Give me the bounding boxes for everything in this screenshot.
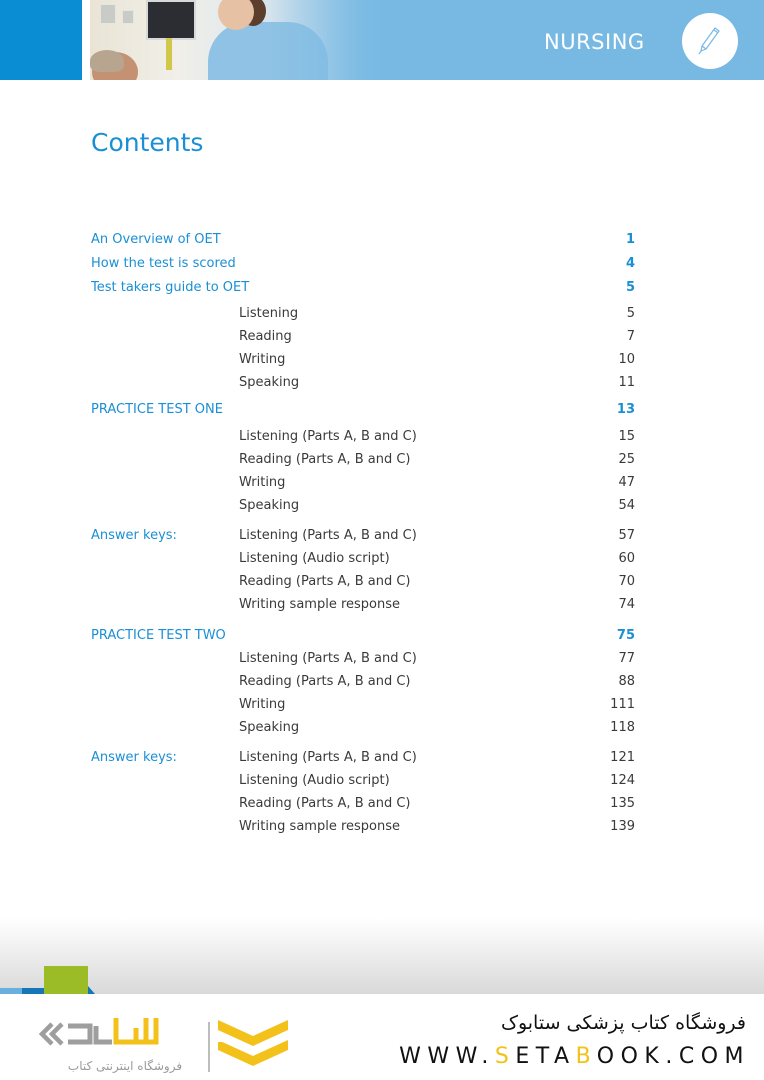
toc-page-number: 11 bbox=[618, 375, 635, 390]
toc-page-number: 60 bbox=[618, 551, 635, 566]
toc-answer-keys-label: Answer keys: bbox=[91, 750, 177, 765]
toc-answer-keys-label: Answer keys: bbox=[91, 528, 177, 543]
toc-item-row[interactable] bbox=[0, 595, 764, 615]
photo-monitor bbox=[146, 0, 196, 40]
toc-item-label: Listening bbox=[239, 306, 299, 321]
toc-item-label: Writing bbox=[239, 475, 286, 490]
toc-section-label: An Overview of OET bbox=[91, 232, 221, 247]
toc-page-number: 4 bbox=[625, 256, 635, 271]
toc-item-row[interactable] bbox=[0, 718, 764, 738]
url-part: OOK.COM bbox=[596, 1044, 750, 1069]
page-title: Contents bbox=[91, 128, 204, 157]
footer-triangle bbox=[88, 986, 95, 994]
toc-item-label: Speaking bbox=[239, 498, 300, 513]
toc-item-row[interactable] bbox=[0, 327, 764, 347]
toc-item-row[interactable] bbox=[0, 450, 764, 470]
pencil-icon bbox=[682, 13, 738, 69]
header-color-block bbox=[0, 0, 82, 80]
toc-item-row[interactable] bbox=[0, 695, 764, 715]
toc-item-row[interactable] bbox=[0, 817, 764, 837]
toc-section-label: Test takers guide to OET bbox=[91, 280, 250, 295]
toc-page-number: 124 bbox=[610, 773, 635, 788]
toc-page-number: 25 bbox=[618, 452, 635, 467]
toc-section-row[interactable] bbox=[0, 626, 764, 646]
logo-divider bbox=[208, 1022, 210, 1072]
toc-item-label: Listening (Parts A, B and C) bbox=[239, 528, 417, 543]
toc-item-row[interactable] bbox=[0, 304, 764, 324]
toc-item-label: Listening (Parts A, B and C) bbox=[239, 750, 417, 765]
toc-page-number: 13 bbox=[616, 402, 635, 417]
toc-page-number: 5 bbox=[626, 306, 635, 321]
toc-item-row[interactable] bbox=[0, 748, 764, 768]
photo-stand bbox=[166, 38, 172, 70]
toc-item-row[interactable] bbox=[0, 496, 764, 516]
toc-item-row[interactable] bbox=[0, 373, 764, 393]
toc-item-row[interactable] bbox=[0, 572, 764, 592]
toc-item-label: Writing bbox=[239, 697, 286, 712]
toc-page-number: 10 bbox=[618, 352, 635, 367]
toc-page-number: 88 bbox=[618, 674, 635, 689]
toc-item-row[interactable] bbox=[0, 427, 764, 447]
toc-page-number: 7 bbox=[626, 329, 635, 344]
toc-page-number: 1 bbox=[625, 232, 635, 247]
toc-item-label: Listening (Parts A, B and C) bbox=[239, 429, 417, 444]
photo-patient-hair bbox=[90, 50, 124, 72]
toc-page-number: 15 bbox=[618, 429, 635, 444]
toc-page-number: 139 bbox=[610, 819, 635, 834]
toc-item-label: Writing bbox=[239, 352, 286, 367]
footer-shade bbox=[0, 918, 764, 994]
toc-item-label: Reading bbox=[239, 329, 292, 344]
toc-page-number: 54 bbox=[618, 498, 635, 513]
toc-page-number: 75 bbox=[616, 628, 635, 643]
photo-wall-frame bbox=[100, 4, 116, 24]
header-fade bbox=[270, 0, 390, 80]
toc-item-label: Listening (Parts A, B and C) bbox=[239, 651, 417, 666]
toc-page-number: 5 bbox=[625, 280, 635, 295]
toc-page-number: 57 bbox=[618, 528, 635, 543]
toc-item-label: Writing sample response bbox=[239, 819, 401, 834]
toc-section-row[interactable] bbox=[0, 278, 764, 298]
url-highlight: S bbox=[494, 1044, 516, 1069]
toc-page-number: 121 bbox=[610, 750, 635, 765]
toc-section-label: PRACTICE TEST TWO bbox=[91, 628, 226, 643]
toc-item-row[interactable] bbox=[0, 649, 764, 669]
toc-item-row[interactable] bbox=[0, 526, 764, 546]
toc-page-number: 74 bbox=[618, 597, 635, 612]
url-highlight: B bbox=[575, 1044, 597, 1069]
toc-item-row[interactable] bbox=[0, 672, 764, 692]
toc-item-label: Reading (Parts A, B and C) bbox=[239, 574, 411, 589]
toc-section-row[interactable] bbox=[0, 400, 764, 420]
toc-item-row[interactable] bbox=[0, 350, 764, 370]
toc-item-label: Reading (Parts A, B and C) bbox=[239, 796, 411, 811]
toc-section-label: How the test is scored bbox=[91, 256, 236, 271]
store-url[interactable] bbox=[399, 1042, 750, 1072]
toc-item-label: Speaking bbox=[239, 720, 300, 735]
toc-page-number: 118 bbox=[610, 720, 635, 735]
toc-item-row[interactable] bbox=[0, 794, 764, 814]
toc-item-row[interactable] bbox=[0, 473, 764, 493]
toc-section-row[interactable] bbox=[0, 254, 764, 274]
toc-page-number: 135 bbox=[610, 796, 635, 811]
footer-green-block bbox=[44, 966, 88, 994]
toc-section-row[interactable] bbox=[0, 230, 764, 250]
header-banner bbox=[0, 0, 764, 80]
url-part: WWW. bbox=[399, 1044, 495, 1069]
toc-item-label: Speaking bbox=[239, 375, 300, 390]
photo-wall-frame bbox=[122, 10, 134, 24]
toc-item-label: Writing sample response bbox=[239, 597, 401, 612]
toc-page-number: 77 bbox=[618, 651, 635, 666]
toc-page-number: 70 bbox=[618, 574, 635, 589]
toc-item-row[interactable] bbox=[0, 549, 764, 569]
brand-subtitle: فروشگاه اینترنتی کتاب bbox=[67, 1059, 183, 1073]
toc-item-label: Reading (Parts A, B and C) bbox=[239, 674, 411, 689]
store-name-persian: فروشگاه کتاب پزشکی ستابوک bbox=[500, 1012, 746, 1034]
toc-page-number: 47 bbox=[618, 475, 635, 490]
toc-item-label: Listening (Audio script) bbox=[239, 773, 390, 788]
url-part: ETA bbox=[515, 1044, 576, 1069]
toc-item-row[interactable] bbox=[0, 771, 764, 791]
toc-item-label: Listening (Audio script) bbox=[239, 551, 390, 566]
header-title: NURSING bbox=[544, 30, 645, 54]
toc-page-number: 111 bbox=[610, 697, 635, 712]
toc-section-label: PRACTICE TEST ONE bbox=[91, 402, 223, 417]
toc-item-label: Reading (Parts A, B and C) bbox=[239, 452, 411, 467]
